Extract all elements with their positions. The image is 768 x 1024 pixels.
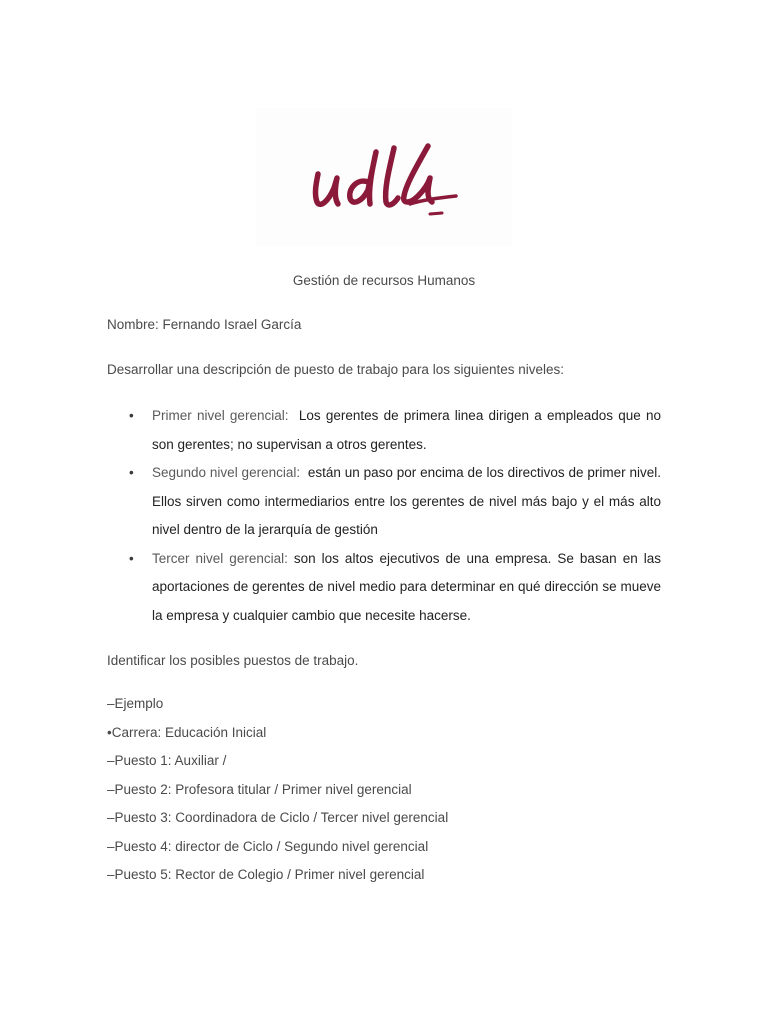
bullet-icon: • xyxy=(129,465,134,480)
ejemplo-line: –Puesto 2: Profesora titular / Primer nivel gerencial xyxy=(107,782,412,797)
nivel-item xyxy=(107,545,661,631)
instruccion-line: Desarrollar una descripción de puesto de trabajo para los siguientes niveles: xyxy=(107,362,565,377)
ejemplo-line: –Puesto 1: Auxiliar / xyxy=(107,753,227,768)
ejemplo-line: –Puesto 3: Coordinadora de Ciclo / Tercer nivel gerencial xyxy=(107,810,449,825)
nombre-line: Nombre: Fernando Israel García xyxy=(107,317,302,332)
bullet-icon: • xyxy=(129,550,134,566)
ejemplo-line: –Puesto 5: Rector de Colegio / Primer nivel gerencial xyxy=(107,867,425,882)
ejemplo-line: –Ejemplo xyxy=(107,696,164,711)
ejemplo-line: –Puesto 4: director de Ciclo / Segundo nivel gerencial xyxy=(107,839,429,854)
document-title: Gestión de recursos Humanos xyxy=(292,273,476,288)
udla-logo xyxy=(256,108,512,246)
nivel-item xyxy=(107,459,661,545)
nivel-term: Tercer nivel gerencial: xyxy=(152,550,288,566)
udla-logo-mark xyxy=(310,138,460,218)
nivel-desc: están un paso por encima de los directivos de primer nivel. Ellos sirven como intermediarios entre los gerentes de nivel más bajo y el más alto nivel dentro de la jerarquía de gestión xyxy=(152,465,661,537)
nivel-desc: son los altos ejecutivos de una empresa. Se basan en las aportaciones de gerentes de nivel medio para determinar en qué dirección se mueve la empresa y cualquier cambio que necesite hacerse. xyxy=(152,550,661,623)
niveles-list xyxy=(107,402,661,630)
nivel-desc: Los gerentes de primera linea dirigen a empleados que no son gerentes; no supervisan a otros gerentes. xyxy=(152,408,661,452)
nivel-item xyxy=(107,402,661,459)
identificar-line: Identificar los posibles puestos de trabajo. xyxy=(107,653,359,668)
bullet-icon: • xyxy=(129,408,134,423)
ejemplo-line: •Carrera: Educación Inicial xyxy=(107,725,267,740)
nivel-term: Primer nivel gerencial: xyxy=(152,408,289,423)
nivel-term: Segundo nivel gerencial: xyxy=(152,465,301,480)
